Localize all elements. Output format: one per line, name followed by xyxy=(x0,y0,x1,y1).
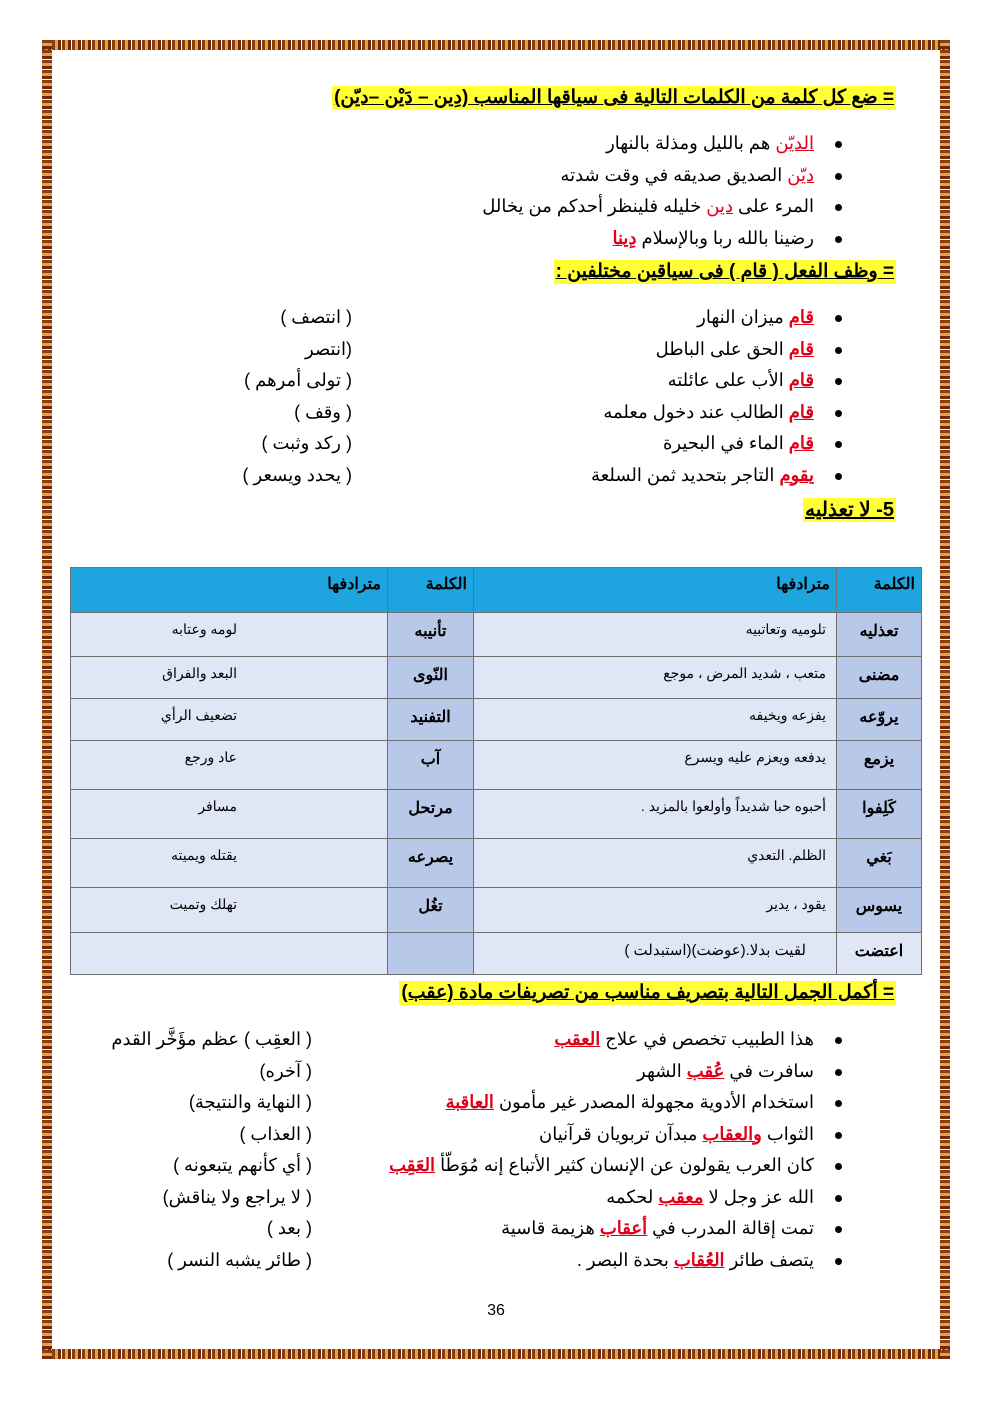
page-border-bottom xyxy=(42,1349,950,1359)
table-row xyxy=(71,888,922,933)
table-row xyxy=(71,613,922,657)
list-item: قام ميزان النهار xyxy=(591,302,846,334)
table-cell: مسافر xyxy=(71,790,388,839)
section1-list xyxy=(482,128,846,254)
table-cell: أحبوه حبا شديداً وأولعوا بالمزيد . xyxy=(474,790,837,839)
table-cell: النّوى xyxy=(388,657,474,699)
list-item: قام الماء في البحيرة xyxy=(591,428,846,460)
list-item: استخدام الأدوية مجهولة المصدر غير مأمون العاقبة xyxy=(389,1087,846,1119)
list-item: الله عز وجل لا معقب لحكمه xyxy=(389,1182,846,1214)
vocabulary-table xyxy=(70,567,922,975)
meaning-text: ( العذاب ) xyxy=(239,1123,312,1144)
meaning-text: ( تولى أمرهم ) xyxy=(244,370,352,390)
meaning-text: ( بعد ) xyxy=(266,1218,312,1238)
table-cell: تغُل xyxy=(388,888,474,933)
table-row xyxy=(71,657,922,699)
meaning-text: ( انتصف ) xyxy=(280,307,352,327)
table-cell: تضعيف الرأي xyxy=(71,699,388,741)
table-cell: لقيت بدلا.(عوضت)(استبدلت ) xyxy=(474,933,837,975)
list-item: هذا الطبيب تخصص في علاج العقب xyxy=(389,1024,846,1056)
table-cell: يروّعه xyxy=(837,699,922,741)
table-row xyxy=(71,839,922,888)
table-cell: تأنيبه xyxy=(388,613,474,657)
meaning-text: ( لا يراجع ولا يناقش) xyxy=(162,1186,312,1207)
table-header-row xyxy=(71,568,922,613)
table-cell: اعتضت xyxy=(837,933,922,975)
table-cell: الظلم. التعدي xyxy=(474,839,837,888)
meaning-text: ( العقِب ) عظم مؤَخَّر القدم xyxy=(111,1029,312,1049)
table-cell: عاد ورجع xyxy=(71,741,388,790)
meaning-text: (انتصر xyxy=(305,338,352,359)
page-border-top xyxy=(42,40,950,50)
table-cell: تهلك وتميت xyxy=(71,888,388,933)
section3-heading: 5- لا تعذليه xyxy=(805,499,894,521)
list-item: تمت إقالة المدرب في أعقاب هزيمة قاسية xyxy=(389,1213,846,1245)
page-border-right xyxy=(940,40,950,1359)
meaning-text: ( وقف ) xyxy=(294,401,352,422)
table-cell: تلوميه وتعاتبيه xyxy=(474,613,837,657)
meaning-text: ( النهاية والنتيجة) xyxy=(188,1092,312,1112)
list-item: ديّن الصديق صديقه في وقت شدته xyxy=(482,160,846,192)
table-cell xyxy=(388,933,474,975)
table-row xyxy=(71,933,922,975)
meaning-text: ( آخره) xyxy=(259,1060,312,1081)
column-header: مترادفها xyxy=(71,568,388,613)
meaning-text: ( ركد وثبت ) xyxy=(261,433,352,453)
column-header: الكلمة xyxy=(388,568,474,613)
list-item: كان العرب يقولون عن الإنسان كثير الأتباع إنه مُوَطّأ العَقِب xyxy=(389,1150,846,1182)
list-item: سافرت في عُقب الشهر xyxy=(389,1056,846,1088)
section4-heading: = أكمل الجمل التالية بتصريف مناسب من تصريفات مادة (عقب) xyxy=(401,982,894,1003)
table-cell: مرتحل xyxy=(388,790,474,839)
table-cell: التفنيد xyxy=(388,699,474,741)
meaning-text: ( طائر يشبه النسر ) xyxy=(167,1249,312,1270)
list-item: قام الحق على الباطل xyxy=(591,334,846,366)
table-row xyxy=(71,741,922,790)
list-item: يتصف طائر العُقاب بحدة البصر . xyxy=(389,1245,846,1277)
table-cell: آب xyxy=(388,741,474,790)
table-cell: يدفعه ويعزم عليه ويسرع xyxy=(474,741,837,790)
column-header: مترادفها xyxy=(474,568,837,613)
list-item: يقوم التاجر بتحديد ثمن السلعة xyxy=(591,460,846,492)
table-cell: لومه وعتابه xyxy=(71,613,388,657)
table-cell: كَلِفوا xyxy=(837,790,922,839)
page-border-left xyxy=(42,40,52,1359)
column-header: الكلمة xyxy=(837,568,922,613)
table-row xyxy=(71,790,922,839)
page-number: 36 xyxy=(487,1302,505,1319)
table-cell: يصرعه xyxy=(388,839,474,888)
table-cell: يزمع xyxy=(837,741,922,790)
meaning-text: ( أي كأنهم يتبعونه ) xyxy=(173,1155,312,1175)
table-cell: يقتله ويميته xyxy=(71,839,388,888)
table-cell: متعب ، شديد المرض ، موجع xyxy=(474,657,837,699)
table-cell: البعد والفراق xyxy=(71,657,388,699)
list-item: قام الأب على عائلته xyxy=(591,365,846,397)
section1-heading: = ضع كل كلمة من الكلمات التالية فى سياقها المناسب (دِين – دَيْن –ديّن) xyxy=(334,87,894,108)
section2-list xyxy=(591,302,846,491)
meaning-text: ( يحدد ويسعر ) xyxy=(242,464,352,485)
table-row xyxy=(71,699,922,741)
section2-heading: = وظف الفعل ( قام ) فى سياقين مختلفين : xyxy=(555,261,894,282)
table-cell: مضنى xyxy=(837,657,922,699)
list-item: رضينا بالله ربا وبالإسلام دِينا xyxy=(482,223,846,255)
table-cell: يقود ، يدير xyxy=(474,888,837,933)
list-item: قام الطالب عند دخول معلمه xyxy=(591,397,846,429)
table-cell: تعذليه xyxy=(837,613,922,657)
table-cell: بَغي xyxy=(837,839,922,888)
list-item: الديّن هم بالليل ومذلة بالنهار xyxy=(482,128,846,160)
section4-list xyxy=(389,1024,846,1276)
table-cell: يفزعه ويخيفه xyxy=(474,699,837,741)
table-cell: يسوس xyxy=(837,888,922,933)
table-cell xyxy=(71,933,388,975)
list-item: المرء على دين خليله فلينظر أحدكم من يخالل xyxy=(482,191,846,223)
list-item: الثواب والعقاب مبدآن تربويان قرآنيان xyxy=(389,1119,846,1151)
